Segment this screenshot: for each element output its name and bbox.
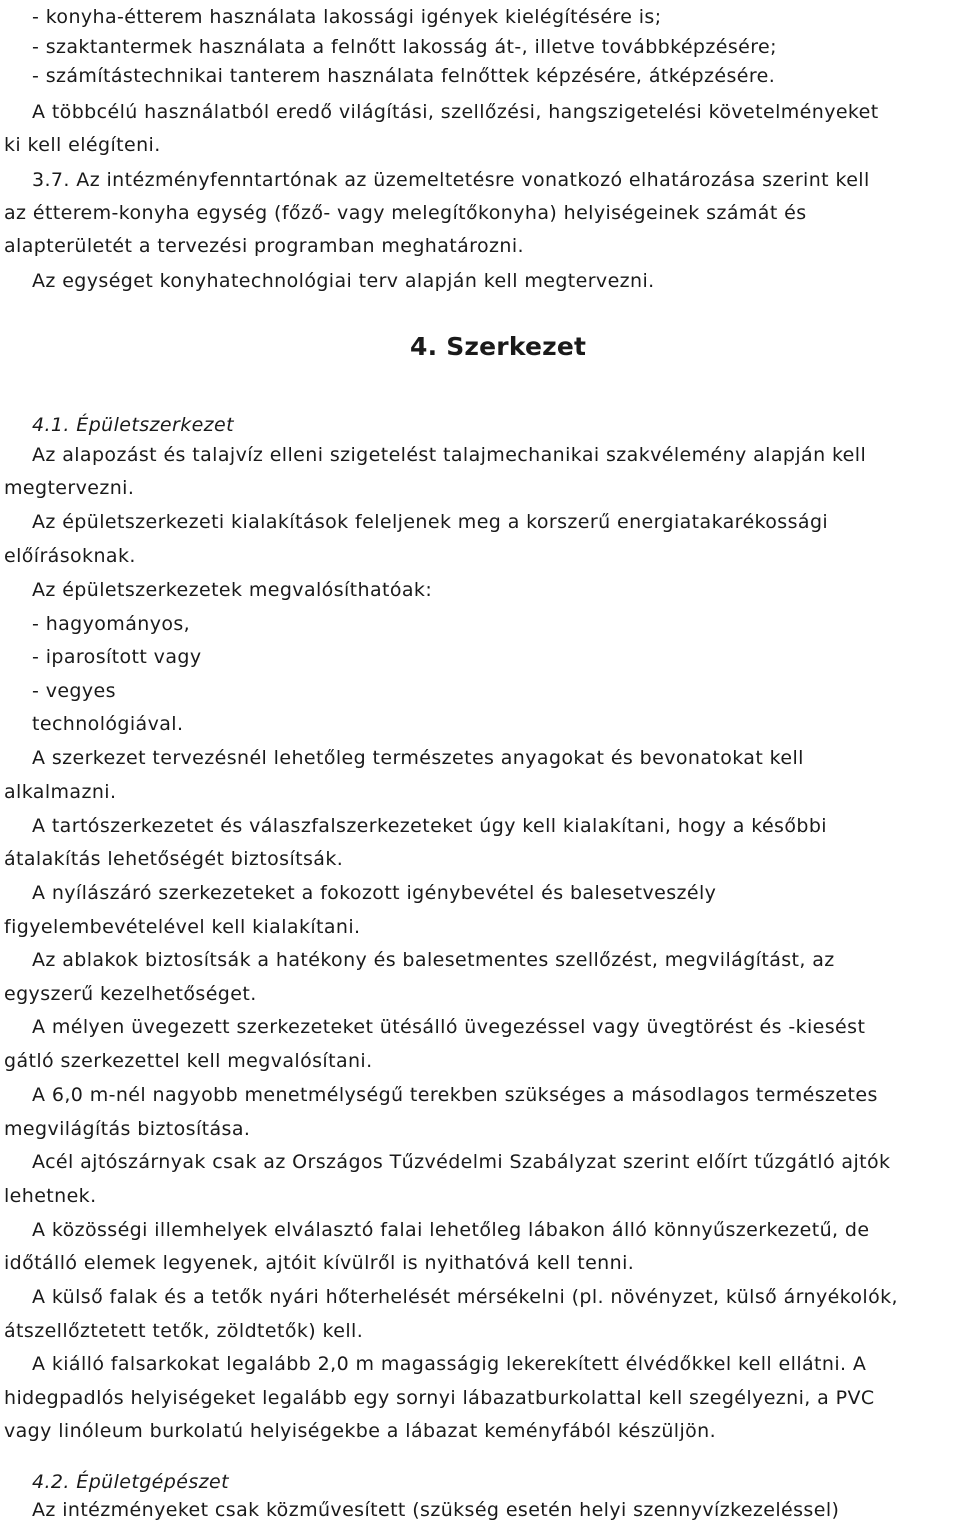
text-line: Az intézményeket csak közművesített (szükség esetén helyi szennyvízkezeléssel) xyxy=(32,1499,840,1521)
text-line: A közösségi illemhelyek elválasztó falai lehetőleg lábakon álló könnyűszerkezetű, de xyxy=(32,1219,870,1241)
text-line: Az egységet konyhatechnológiai terv alapján kell megtervezni. xyxy=(32,270,655,292)
text-line: előírásoknak. xyxy=(4,545,136,567)
text-line: A mélyen üvegezett szerkezeteket ütésálló üvegezéssel vagy üvegtörést és -kiesést xyxy=(32,1016,866,1038)
text-line: vagy linóleum burkolatú helyiségekbe a lábazat keményfából készüljön. xyxy=(4,1420,717,1442)
text-line: Acél ajtószárnyak csak az Országos Tűzvédelmi Szabályzat szerint előírt tűzgátló ajtók xyxy=(32,1151,891,1173)
text-line: átszellőztetett tetők, zöldtetők) kell. xyxy=(4,1320,364,1342)
text-line: hidegpadlós helyiségeket legalább egy sornyi lábazatburkolattal kell szegélyezni, a PVC xyxy=(4,1387,875,1409)
text-line: átalakítás lehetőségét biztosítsák. xyxy=(4,848,344,870)
section-paragraph-start: 3.7. Az intézményfenntartónak az üzemeltetésre vonatkozó elhatározása szerint kell xyxy=(32,169,870,191)
list-item: - hagyományos, xyxy=(32,613,191,635)
text-line: A többcélú használatból eredő világítási, szellőzési, hangszigetelési követelményeket xyxy=(32,101,879,123)
text-line: Az épületszerkezeti kialakítások feleljenek meg a korszerű energiatakarékossági xyxy=(32,511,829,533)
text-line: A nyílászáró szerkezeteket a fokozott igénybevétel és balesetveszély xyxy=(32,882,717,904)
text-line: egyszerű kezelhetőséget. xyxy=(4,983,257,1005)
text-line: - szaktantermek használata a felnőtt lakosság át-, illetve továbbképzésére; xyxy=(32,36,777,58)
subsection-heading: 4.1. Épületszerkezet xyxy=(32,414,234,436)
list-item: - iparosított vagy xyxy=(32,646,202,668)
text-line: A 6,0 m-nél nagyobb menetmélységű terekben szükséges a másodlagos természetes xyxy=(32,1084,878,1106)
text-line: gátló szerkezettel kell megvalósítani. xyxy=(4,1050,373,1072)
text-line: Az épületszerkezetek megvalósíthatóak: xyxy=(32,579,433,601)
text-line: - konyha-étterem használata lakossági igények kielégítésére is; xyxy=(32,6,662,28)
list-item: - vegyes xyxy=(32,680,116,702)
text-line: megvilágítás biztosítása. xyxy=(4,1118,251,1140)
section-heading: 4. Szerkezet xyxy=(410,332,587,361)
text-line: Az ablakok biztosítsák a hatékony és balesetmentes szellőzést, megvilágítást, az xyxy=(32,949,835,971)
text-line: A szerkezet tervezésnél lehetőleg természetes anyagokat és bevonatokat kell xyxy=(32,747,804,769)
text-line: lehetnek. xyxy=(4,1185,97,1207)
text-line: - számítástechnikai tanterem használata felnőttek képzésére, átképzésére. xyxy=(32,65,776,87)
text-line: A külső falak és a tetők nyári hőterhelését mérsékelni (pl. növényzet, külső árnyékolók, xyxy=(32,1286,898,1308)
text-line: A kiálló falsarkokat legalább 2,0 m magasságig lekerekített élvédőkkel kell ellátni. A xyxy=(32,1353,867,1375)
text-line: időtálló elemek legyenek, ajtóit kívülről is nyithatóvá kell tenni. xyxy=(4,1252,635,1274)
text-line: figyelembevételével kell kialakítani. xyxy=(4,916,361,938)
subsection-heading: 4.2. Épületgépészet xyxy=(32,1471,229,1493)
text-line: alapterületét a tervezési programban meghatározni. xyxy=(4,235,524,257)
text-line: technológiával. xyxy=(32,713,184,735)
text-line: A tartószerkezetet és válaszfalszerkezeteket úgy kell kialakítani, hogy a későbbi xyxy=(32,815,827,837)
text-line: alkalmazni. xyxy=(4,781,117,803)
text-line: Az alapozást és talajvíz elleni szigetelést talajmechanikai szakvélemény alapján kell xyxy=(32,444,867,466)
text-line: megtervezni. xyxy=(4,477,135,499)
text-line: az étterem-konyha egység (főző- vagy melegítőkonyha) helyiségeinek számát és xyxy=(4,202,807,224)
text-line: ki kell elégíteni. xyxy=(4,134,161,156)
